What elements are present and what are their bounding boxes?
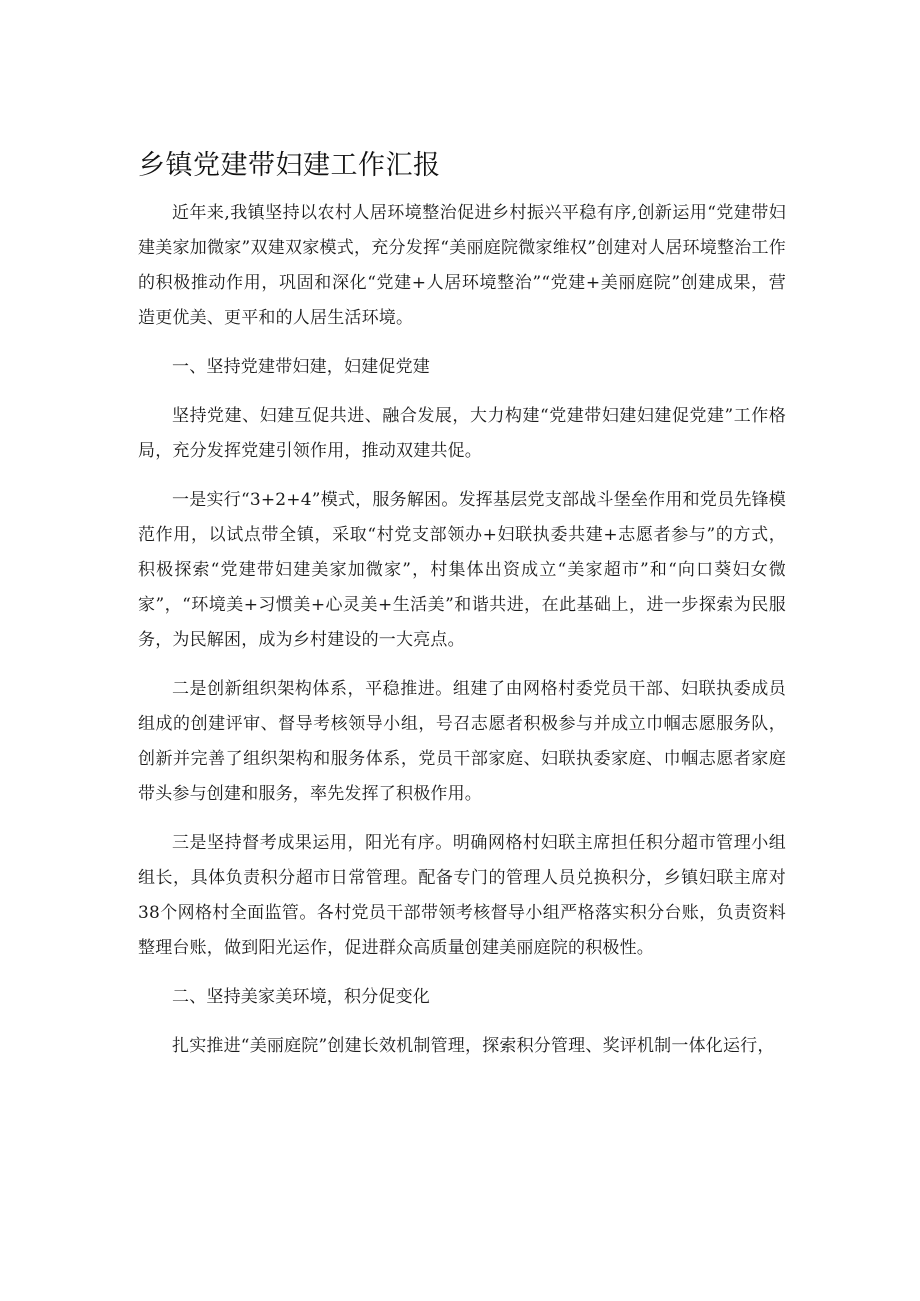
section-heading-2: 二、坚持美家美环境，积分促变化 xyxy=(172,987,430,1007)
section-heading-1: 一、坚持党建带妇建，妇建促党建 xyxy=(172,357,430,377)
document-title: 乡镇党建带妇建工作汇报 xyxy=(138,150,441,181)
paragraph-point-1: 一是实行“3+2+4”模式，服务解困。发挥基层党支部战斗堡垒作用和党员先锋模范作用，以试点带全镇，采取“村党支部领办+妇联执委共建+志愿者参与”的方式，积极探索“党建带妇建美家加微家”，村集体出资成立“美家超市”和“向口葵妇女微家”，“环境美+习惯美+心灵美+生活美”和谐共进，在此基础上，进一步探索为民服务，为民解困，成为乡村建设的一大亮点。 xyxy=(138,490,786,650)
paragraph-point-2: 二是创新组织架构体系，平稳推进。组建了由网格村委党员干部、妇联执委成员组成的创建评审、督导考核领导小组，号召志愿者积极参与并成立巾帼志愿服务队，创新并完善了组织架构和服务体系，党员干部家庭、妇联执委家庭、巾帼志愿者家庭带头参与创建和服务，率先发挥了积极作用。 xyxy=(138,679,786,804)
paragraph-section2-start: 扎实推进“美丽庭院”创建长效机制管理，探索积分管理、奖评机制一体化运行， xyxy=(172,1036,775,1056)
document-body xyxy=(138,196,786,1078)
paragraph-intro: 近年来,我镇坚持以农村人居环境整治促进乡村振兴平稳有序,创新运用“党建带妇建美家加微家”双建双家模式，充分发挥“美丽庭院微家维权”创建对人居环境整治工作的积极推动作用，巩固和深化“党建+人居环境整治”“党建+美丽庭院”创建成果，营造更优美、更平和的人居生活环境。 xyxy=(138,203,786,328)
paragraph-section1-summary: 坚持党建、妇建互促共进、融合发展，大力构建“党建带妇建妇建促党建”工作格局，充分发挥党建引领作用，推动双建共促。 xyxy=(138,406,786,461)
paragraph-point-3: 三是坚持督考成果运用，阳光有序。明确网格村妇联主席担任积分超市管理小组组长，具体负责积分超市日常管理。配备专门的管理人员兑换积分，乡镇妇联主席对38个网格村全面监管。各村党员干部带领考核督导小组严格落实积分台账，负责资料整理台账，做到阳光运作，促进群众高质量创建美丽庭院的积极性。 xyxy=(138,833,786,958)
